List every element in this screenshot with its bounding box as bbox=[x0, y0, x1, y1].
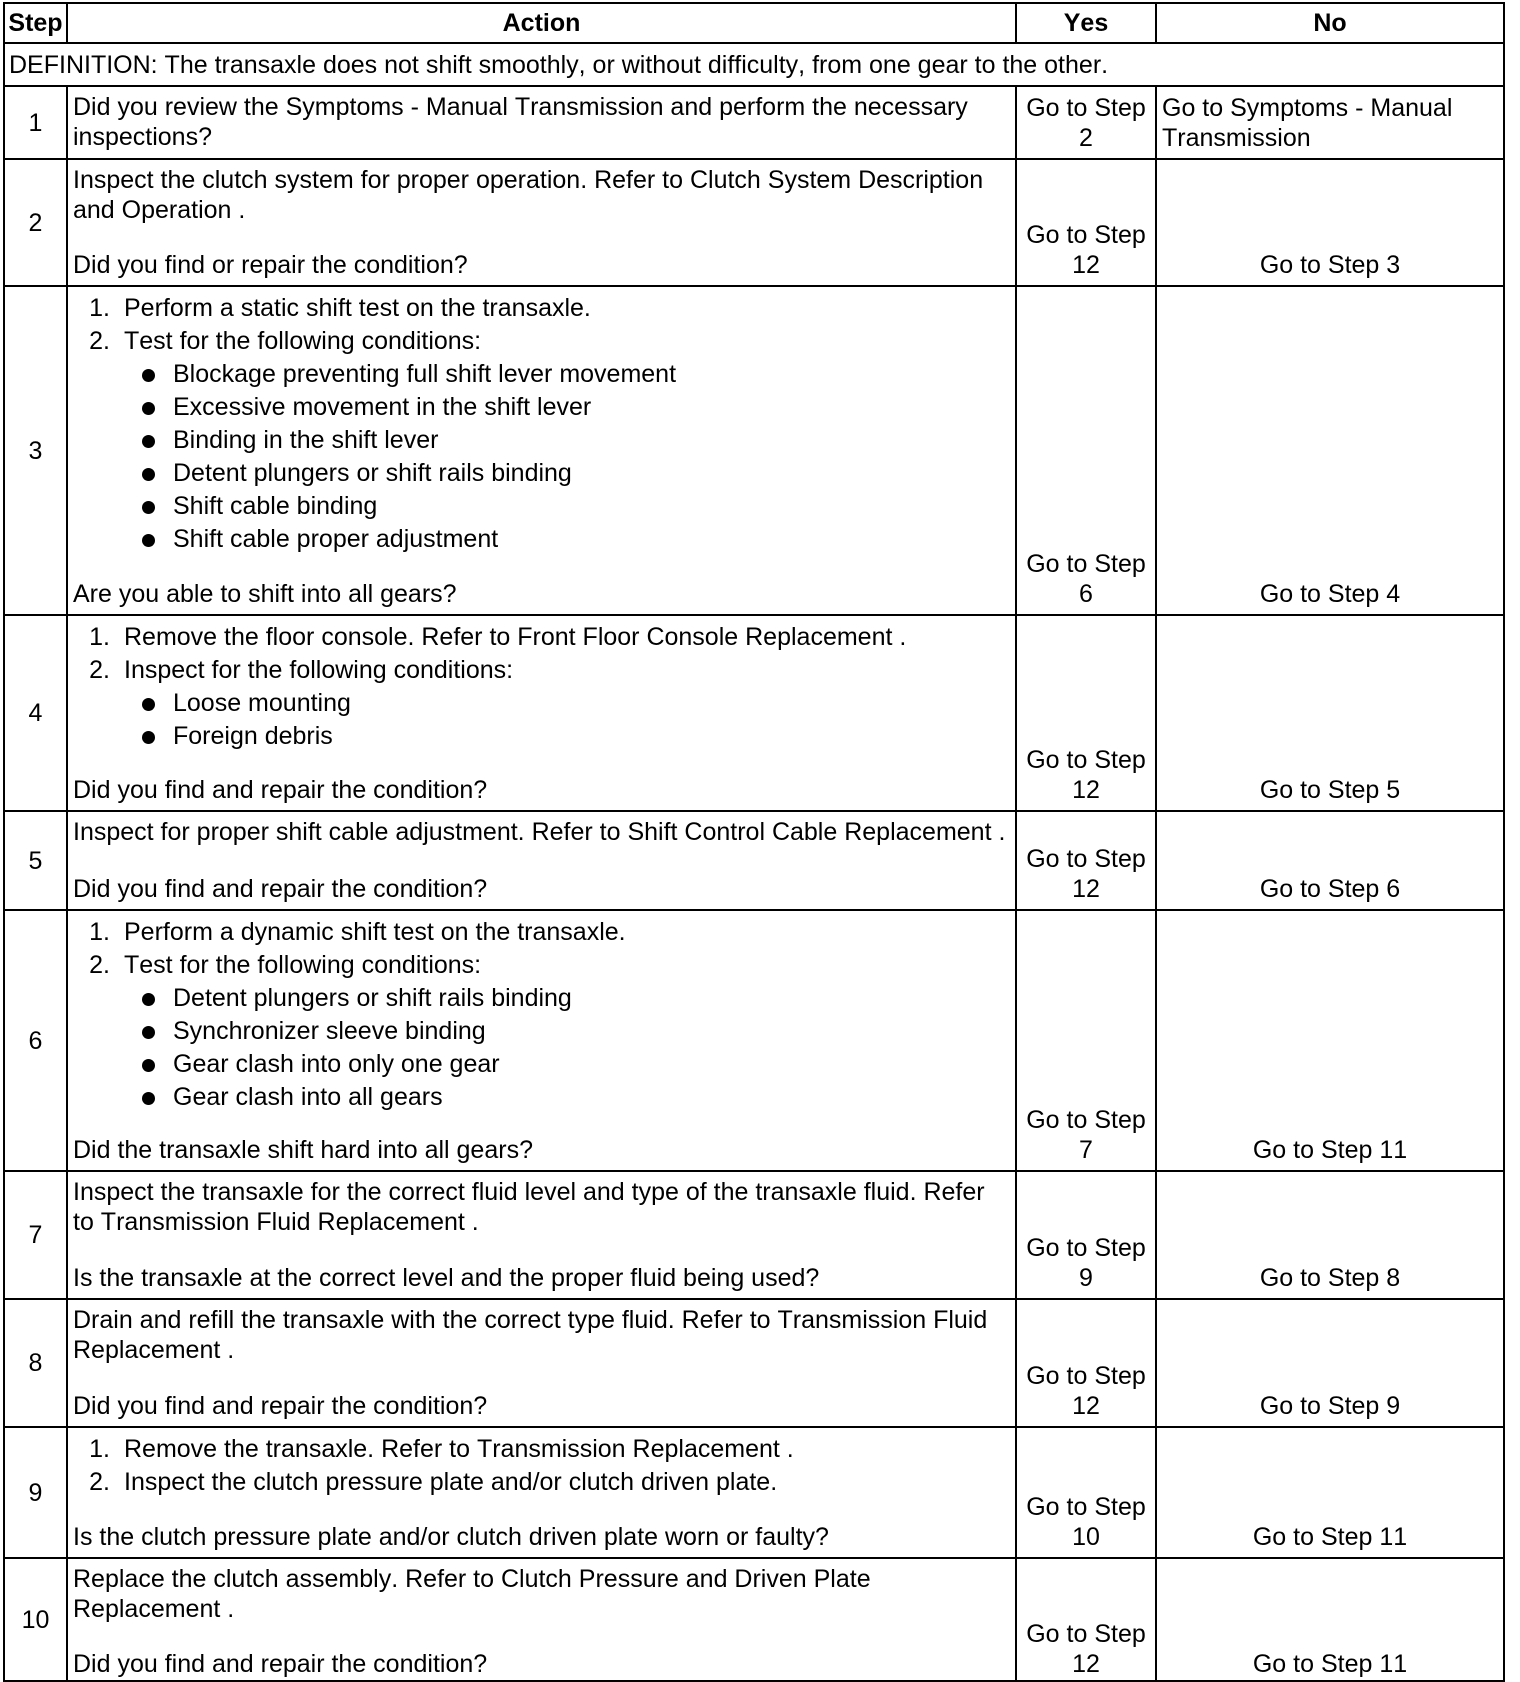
step-marker: 2. bbox=[89, 327, 110, 355]
step-number: 6 bbox=[28, 1026, 43, 1055]
action-cell bbox=[68, 1172, 1017, 1298]
bullet-item bbox=[73, 490, 1015, 523]
step-marker: 2. bbox=[89, 1468, 110, 1496]
no-cell bbox=[1157, 616, 1503, 810]
no-result: Go to Step 6 bbox=[1259, 875, 1401, 903]
step-marker: 2. bbox=[89, 656, 110, 684]
no-result: Go to Step 11 bbox=[1252, 1650, 1408, 1678]
numbered-step bbox=[73, 1433, 1015, 1466]
question-text: Are you able to shift into all gears? bbox=[73, 580, 457, 608]
question-text: Did you find and repair the condition? bbox=[73, 875, 488, 903]
step-marker: 1. bbox=[89, 294, 110, 322]
step-number: 9 bbox=[28, 1478, 43, 1507]
step-cell bbox=[5, 911, 68, 1170]
yes-result: Go to Step 12 bbox=[1026, 746, 1146, 804]
header-no: No bbox=[1313, 9, 1347, 37]
table-row bbox=[5, 911, 1503, 1172]
no-cell bbox=[1157, 812, 1503, 909]
bullet-item bbox=[73, 982, 1015, 1015]
yes-result: Go to Step 2 bbox=[1026, 94, 1146, 152]
yes-result: Go to Step 10 bbox=[1026, 1493, 1146, 1551]
bullet-icon bbox=[142, 1092, 155, 1105]
no-cell bbox=[1157, 87, 1503, 158]
yes-cell bbox=[1017, 160, 1157, 285]
step-cell bbox=[5, 87, 68, 158]
table-row bbox=[5, 1428, 1503, 1559]
action-text: Replace the clutch assembly. Refer to Clutch Pressure and Driven Plate Replacement . bbox=[73, 1565, 871, 1623]
numbered-step bbox=[73, 916, 1015, 949]
bullet-text: Shift cable proper adjustment bbox=[173, 525, 499, 553]
table-row bbox=[5, 1172, 1503, 1300]
table-row bbox=[5, 1300, 1503, 1428]
table-row bbox=[5, 616, 1503, 812]
bullet-text: Gear clash into all gears bbox=[173, 1083, 443, 1111]
no-result: Go to Step 11 bbox=[1252, 1523, 1408, 1551]
bullet-text: Foreign debris bbox=[173, 722, 333, 750]
step-text: Inspect for the following conditions: bbox=[124, 656, 514, 684]
yes-result: Go to Step 12 bbox=[1026, 1620, 1146, 1678]
step-text: Inspect the clutch pressure plate and/or clutch driven plate. bbox=[124, 1468, 778, 1496]
numbered-step bbox=[73, 1466, 1015, 1499]
table-row bbox=[5, 812, 1503, 911]
action-cell bbox=[68, 287, 1017, 614]
yes-cell bbox=[1017, 1428, 1157, 1557]
diagnostic-table bbox=[3, 2, 1505, 1682]
bullet-icon bbox=[142, 468, 155, 481]
step-cell bbox=[5, 1428, 68, 1557]
action-cell bbox=[68, 911, 1017, 1170]
no-result: Go to Step 4 bbox=[1259, 580, 1401, 608]
header-yes: Yes bbox=[1017, 4, 1157, 42]
yes-result: Go to Step 9 bbox=[1026, 1234, 1146, 1292]
action-cell bbox=[68, 87, 1017, 158]
yes-cell bbox=[1017, 616, 1157, 810]
step-cell bbox=[5, 287, 68, 614]
numbered-step bbox=[73, 949, 1015, 982]
bullet-item bbox=[73, 424, 1015, 457]
step-marker: 1. bbox=[89, 623, 110, 651]
step-marker: 2. bbox=[89, 951, 110, 979]
bullet-icon bbox=[142, 435, 155, 448]
bullet-text: Binding in the shift lever bbox=[173, 426, 439, 454]
bullet-item bbox=[73, 720, 1015, 753]
definition-text: DEFINITION: The transaxle does not shift smoothly, or without difficulty, from one gear to the other. bbox=[9, 50, 1109, 79]
no-cell bbox=[1157, 1172, 1503, 1298]
action-cell bbox=[68, 1428, 1017, 1557]
definition-row bbox=[5, 44, 1503, 87]
bullet-icon bbox=[142, 534, 155, 547]
bullet-icon bbox=[142, 698, 155, 711]
action-cell bbox=[68, 812, 1017, 909]
action-cell bbox=[68, 1559, 1017, 1680]
header-row bbox=[5, 4, 1503, 44]
bullet-icon bbox=[142, 731, 155, 744]
question-text: Did you find or repair the condition? bbox=[73, 251, 468, 279]
step-marker: 1. bbox=[89, 1435, 110, 1463]
bullet-text: Excessive movement in the shift lever bbox=[173, 393, 592, 421]
step-cell bbox=[5, 616, 68, 810]
yes-cell bbox=[1017, 1300, 1157, 1426]
step-cell bbox=[5, 1300, 68, 1426]
step-cell bbox=[5, 812, 68, 909]
no-cell bbox=[1157, 1300, 1503, 1426]
no-cell bbox=[1157, 160, 1503, 285]
action-cell bbox=[68, 160, 1017, 285]
step-cell bbox=[5, 1559, 68, 1680]
table-row bbox=[5, 87, 1503, 160]
bullet-text: Synchronizer sleeve binding bbox=[173, 1017, 486, 1045]
step-number: 5 bbox=[28, 846, 43, 875]
bullet-icon bbox=[142, 501, 155, 514]
bullet-item bbox=[73, 358, 1015, 391]
yes-cell bbox=[1017, 1172, 1157, 1298]
question-text: Is the clutch pressure plate and/or clutch driven plate worn or faulty? bbox=[73, 1523, 829, 1551]
numbered-step bbox=[73, 292, 1015, 325]
table-row bbox=[5, 160, 1503, 287]
yes-result: Go to Step 12 bbox=[1026, 1362, 1146, 1420]
action-text: Inspect the transaxle for the correct fluid level and type of the transaxle fluid. Refer to Transmission Fluid Replacement . bbox=[73, 1178, 985, 1236]
action-cell bbox=[68, 616, 1017, 810]
numbered-step bbox=[73, 654, 1015, 687]
step-number: 7 bbox=[28, 1221, 43, 1249]
bullet-item bbox=[73, 457, 1015, 490]
yes-cell bbox=[1017, 812, 1157, 909]
yes-cell bbox=[1017, 911, 1157, 1170]
yes-cell bbox=[1017, 287, 1157, 614]
step-text: Test for the following conditions: bbox=[124, 327, 482, 355]
numbered-step bbox=[73, 325, 1015, 358]
question-text: Did you find and repair the condition? bbox=[73, 1650, 488, 1678]
no-cell bbox=[1157, 1559, 1503, 1680]
no-result: Go to Step 5 bbox=[1259, 776, 1401, 804]
header-action: Action bbox=[68, 4, 1017, 42]
step-number: 4 bbox=[28, 699, 43, 727]
step-number: 2 bbox=[28, 208, 43, 237]
step-number: 3 bbox=[28, 436, 43, 465]
bullet-icon bbox=[142, 1026, 155, 1039]
step-text: Remove the floor console. Refer to Front Floor Console Replacement . bbox=[124, 623, 907, 651]
yes-result: Go to Step 6 bbox=[1026, 550, 1146, 608]
bullet-item bbox=[73, 1048, 1015, 1081]
bullet-text: Loose mounting bbox=[173, 689, 351, 717]
yes-result: Go to Step 12 bbox=[1026, 845, 1146, 903]
bullet-icon bbox=[142, 1059, 155, 1072]
no-cell bbox=[1157, 911, 1503, 1170]
no-result: Go to Step 11 bbox=[1252, 1136, 1408, 1164]
yes-result: Go to Step 7 bbox=[1026, 1106, 1146, 1164]
action-text: Inspect for proper shift cable adjustment. Refer to Shift Control Cable Replacement . bbox=[73, 818, 1006, 846]
step-text: Perform a dynamic shift test on the transaxle. bbox=[124, 918, 626, 946]
no-result: Go to Step 3 bbox=[1259, 251, 1401, 279]
step-text: Perform a static shift test on the transaxle. bbox=[124, 294, 591, 322]
question-text: Is the transaxle at the correct level and the proper fluid being used? bbox=[73, 1264, 820, 1292]
no-result: Go to Step 9 bbox=[1259, 1392, 1401, 1420]
bullet-text: Detent plungers or shift rails binding bbox=[173, 459, 572, 487]
no-cell bbox=[1157, 287, 1503, 614]
numbered-step bbox=[73, 621, 1015, 654]
no-cell bbox=[1157, 1428, 1503, 1557]
step-number: 10 bbox=[21, 1605, 50, 1634]
bullet-item bbox=[73, 687, 1015, 720]
no-result: Go to Symptoms - Manual Transmission bbox=[1162, 94, 1453, 152]
bullet-item bbox=[73, 391, 1015, 424]
bullet-text: Gear clash into only one gear bbox=[173, 1050, 500, 1078]
bullet-text: Shift cable binding bbox=[173, 492, 378, 520]
action-cell bbox=[68, 1300, 1017, 1426]
step-text: Remove the transaxle. Refer to Transmission Replacement . bbox=[124, 1435, 794, 1463]
bullet-icon bbox=[142, 402, 155, 415]
question-text: Did you find and repair the condition? bbox=[73, 1392, 488, 1420]
bullet-icon bbox=[142, 993, 155, 1006]
action-text: Drain and refill the transaxle with the correct type fluid. Refer to Transmission Fluid Replacement . bbox=[73, 1306, 988, 1364]
yes-cell bbox=[1017, 87, 1157, 158]
step-number: 1 bbox=[28, 108, 43, 137]
step-text: Test for the following conditions: bbox=[124, 951, 482, 979]
bullet-item bbox=[73, 1081, 1015, 1114]
step-cell bbox=[5, 160, 68, 285]
step-marker: 1. bbox=[89, 918, 110, 946]
header-step: Step bbox=[5, 4, 68, 42]
bullet-text: Detent plungers or shift rails binding bbox=[173, 984, 572, 1012]
action-text: Inspect the clutch system for proper operation. Refer to Clutch System Description and Operation . bbox=[73, 166, 984, 224]
step-cell bbox=[5, 1172, 68, 1298]
yes-cell bbox=[1017, 1559, 1157, 1680]
no-result: Go to Step 8 bbox=[1259, 1264, 1401, 1292]
bullet-item bbox=[73, 523, 1015, 556]
step-number: 8 bbox=[28, 1349, 43, 1377]
yes-result: Go to Step 12 bbox=[1026, 221, 1146, 279]
bullet-icon bbox=[142, 369, 155, 382]
bullet-item bbox=[73, 1015, 1015, 1048]
table-row bbox=[5, 1559, 1503, 1680]
bullet-text: Blockage preventing full shift lever movement bbox=[173, 360, 677, 388]
question-text: Did you find and repair the condition? bbox=[73, 776, 488, 804]
table-row bbox=[5, 287, 1503, 616]
question-text: Did you review the Symptoms - Manual Transmission and perform the necessary inspections? bbox=[73, 93, 968, 151]
question-text: Did the transaxle shift hard into all gears? bbox=[73, 1136, 533, 1164]
